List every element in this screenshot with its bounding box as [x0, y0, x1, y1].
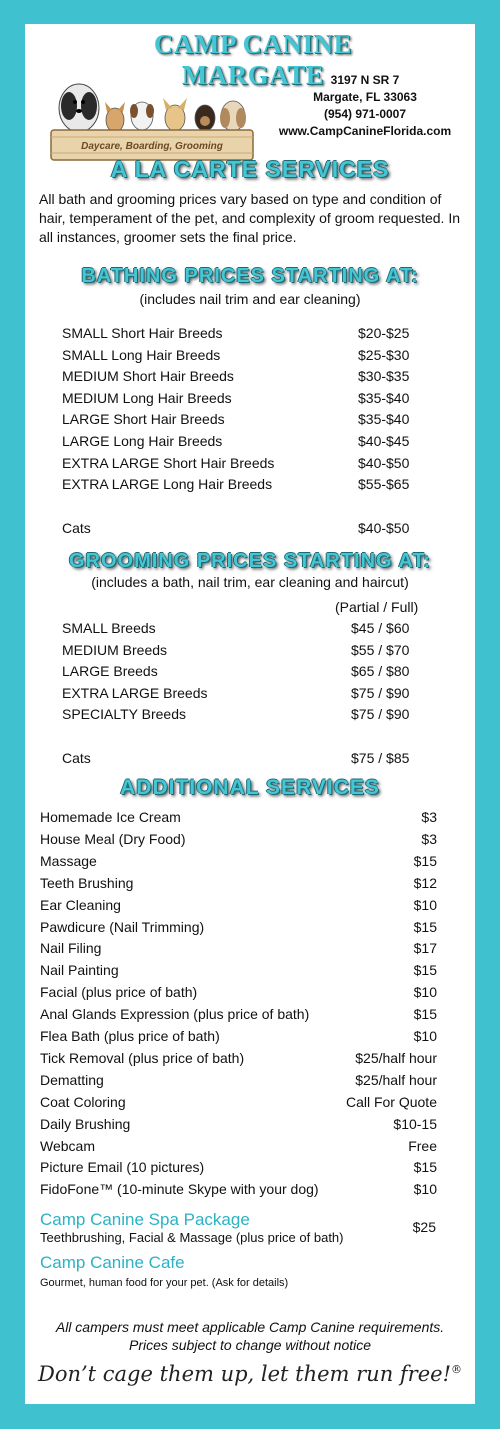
grooming-row — [62, 660, 422, 682]
grooming-title: GROOMING PRICES STARTING AT: — [68, 550, 432, 572]
additional-label: Tick Removal (plus price of bath) — [40, 1049, 245, 1066]
tagline-text: Don’t cage them up, let them run free! — [37, 1362, 452, 1386]
additional-label: Teeth Brushing — [40, 874, 134, 891]
additional-price: Call For Quote — [345, 1093, 437, 1110]
additional-row — [40, 1156, 437, 1178]
grooming-label: SPECIALTY Breeds — [62, 706, 186, 723]
grooming-price: $55 / $70 — [351, 641, 410, 658]
bathing-price: $35-$40 — [358, 389, 410, 406]
grooming-cats-label: Cats — [62, 750, 91, 766]
bathing-label: MEDIUM Short Hair Breeds — [62, 368, 234, 385]
additional-price: $17 — [413, 940, 437, 957]
additional-label: Massage — [40, 852, 97, 869]
bathing-cats-label: Cats — [62, 520, 91, 536]
bathing-cats-price: $40-$50 — [358, 520, 410, 536]
spa-package-title: Camp Canine Spa Package — [40, 1210, 250, 1229]
additional-price: $10 — [413, 1028, 437, 1044]
additional-price: $15 — [413, 1006, 437, 1023]
bathing-row — [62, 344, 422, 366]
grooming-subtitle: (includes a bath, nail trim, ear cleaning and haircut) — [91, 574, 409, 590]
dogs-logo-art — [47, 58, 257, 163]
grooming-row — [62, 617, 422, 639]
grooming-price: $75 / $90 — [351, 684, 410, 701]
bathing-label: MEDIUM Long Hair Breeds — [62, 389, 232, 406]
bathing-label: SMALL Long Hair Breeds — [62, 346, 221, 363]
address-line1: 3197 N SR 7 — [330, 73, 400, 87]
bathing-row — [62, 430, 422, 452]
grooming-cats-price: $75 / $85 — [351, 750, 410, 766]
bathing-price: $35-$40 — [358, 411, 410, 428]
bathing-row — [62, 387, 422, 409]
additional-label: Nail Painting — [40, 962, 119, 979]
additional-row — [40, 1178, 437, 1200]
requirements-note: All campers must meet applicable Camp Canine requirements. — [55, 1319, 445, 1335]
grooming-row — [62, 639, 422, 661]
website-link[interactable]: www.CampCanineFlorida.com — [278, 124, 452, 138]
price-change-note: Prices subject to change without notice — [128, 1337, 372, 1353]
additional-price: $3 — [421, 830, 437, 847]
bathing-price: $55-$65 — [358, 476, 410, 493]
bathing-price: $40-$45 — [358, 433, 410, 449]
bathing-row — [62, 408, 422, 430]
grooming-row — [62, 682, 422, 704]
intro-text: All bath and grooming prices vary based on type and condition of hair, temperament of the pet, and complexity of groom requested. In all instances, groomer sets the final price. — [39, 191, 461, 245]
grooming-cats-row — [62, 747, 422, 769]
additional-row — [40, 850, 437, 872]
bathing-title: BATHING PRICES STARTING AT: — [81, 265, 419, 287]
address-line2: Margate, FL 33063 — [313, 90, 417, 104]
additional-price: $15 — [413, 852, 437, 869]
additional-price: Free — [408, 1137, 437, 1154]
bathing-label: EXTRA LARGE Short Hair Breeds — [62, 454, 275, 471]
partial-full-header: (Partial / Full) — [335, 599, 419, 615]
grooming-label: MEDIUM Breeds — [62, 641, 168, 658]
additional-price: $10 — [413, 1181, 437, 1198]
additional-label: Homemade Ice Cream — [40, 809, 181, 825]
spa-package-desc: Teethbrushing, Facial & Massage (plus price of bath) — [40, 1230, 344, 1245]
additional-price: $15 — [413, 962, 437, 979]
additional-price: $15 — [413, 918, 437, 935]
additional-price: $12 — [413, 874, 437, 891]
additional-price: $15 — [413, 1159, 437, 1176]
additional-price: $10 — [413, 984, 437, 1001]
bathing-price: $25-$30 — [358, 346, 410, 363]
additional-label: House Meal (Dry Food) — [40, 830, 186, 847]
additional-row — [40, 959, 437, 981]
additional-row — [40, 916, 437, 938]
additional-row — [40, 1047, 437, 1069]
dog-icon — [59, 84, 99, 132]
additional-row — [40, 894, 437, 916]
additional-label: FidoFone™ (10-minute Skype with your dog) — [40, 1181, 319, 1198]
bathing-price: $30-$35 — [358, 368, 410, 385]
additional-label: Anal Glands Expression (plus price of bath) — [40, 1006, 310, 1023]
grooming-label: LARGE Breeds — [62, 663, 158, 680]
additional-row — [40, 1091, 437, 1113]
bathing-label: LARGE Short Hair Breeds — [62, 411, 225, 428]
dog-icon — [163, 98, 187, 131]
additional-price: $10-15 — [393, 1115, 437, 1132]
grooming-row — [62, 703, 422, 725]
cafe-desc: Gourmet, human food for your pet. (Ask for details) — [40, 1277, 289, 1289]
bathing-label: SMALL Short Hair Breeds — [62, 325, 223, 341]
spa-package-price: $25 — [412, 1219, 436, 1235]
additional-label: Coat Coloring — [40, 1093, 126, 1110]
additional-row — [40, 1003, 437, 1025]
additional-label: Facial (plus price of bath) — [40, 984, 198, 1001]
bathing-row — [62, 365, 422, 387]
additional-label: Ear Cleaning — [40, 896, 121, 913]
additional-price: $3 — [421, 809, 437, 825]
sign-text: Daycare, Boarding, Grooming — [81, 141, 223, 152]
additional-row — [40, 1025, 437, 1047]
tagline — [25, 1362, 475, 1386]
grooming-price: $45 / $60 — [351, 620, 410, 636]
price-sheet — [25, 24, 475, 1404]
additional-price: $10 — [413, 896, 437, 913]
dog-icon — [130, 102, 154, 130]
phone: (954) 971-0007 — [323, 107, 407, 121]
additional-row — [40, 828, 437, 850]
bathing-cats-row — [62, 517, 422, 539]
dog-icon — [220, 101, 246, 131]
bathing-row — [62, 322, 422, 344]
grooming-label: EXTRA LARGE Breeds — [62, 684, 208, 701]
additional-price: $25/half hour — [355, 1071, 437, 1088]
a-la-carte-title: A LA CARTE SERVICES — [110, 156, 390, 182]
additional-row — [40, 872, 437, 894]
bathing-price: $20-$25 — [358, 325, 410, 341]
dog-icon — [195, 105, 215, 131]
bathing-label: EXTRA LARGE Long Hair Breeds — [62, 476, 273, 493]
contact-block — [265, 72, 465, 140]
bathing-row — [62, 473, 422, 495]
additional-label: Pawdicure (Nail Trimming) — [40, 918, 205, 935]
additional-title: ADDITIONAL SERVICES — [120, 776, 380, 799]
bathing-price: $40-$50 — [358, 454, 410, 471]
additional-label: Dematting — [40, 1071, 104, 1088]
additional-price: $25/half hour — [355, 1049, 437, 1066]
additional-label: Webcam — [40, 1137, 95, 1154]
additional-label: Picture Email (10 pictures) — [40, 1159, 205, 1176]
additional-row — [40, 1069, 437, 1091]
additional-row — [40, 806, 437, 828]
grooming-price: $65 / $80 — [351, 663, 410, 680]
additional-label: Flea Bath (plus price of bath) — [40, 1028, 220, 1044]
additional-label: Nail Filing — [40, 940, 102, 957]
bathing-row — [62, 452, 422, 474]
grooming-label: SMALL Breeds — [62, 620, 156, 636]
additional-row — [40, 1113, 437, 1135]
grooming-price: $75 / $90 — [351, 706, 410, 723]
bathing-subtitle: (includes nail trim and ear cleaning) — [139, 291, 361, 307]
additional-label: Daily Brushing — [40, 1115, 131, 1132]
cafe-title: Camp Canine Cafe — [40, 1253, 185, 1272]
additional-row — [40, 981, 437, 1003]
additional-row — [40, 1135, 437, 1157]
dog-icon — [105, 102, 125, 132]
bathing-label: LARGE Long Hair Breeds — [62, 433, 223, 449]
brand-title: CAMP CANINE MARGATE — [153, 29, 353, 90]
registered-mark: ® — [451, 1363, 463, 1376]
additional-row — [40, 937, 437, 959]
